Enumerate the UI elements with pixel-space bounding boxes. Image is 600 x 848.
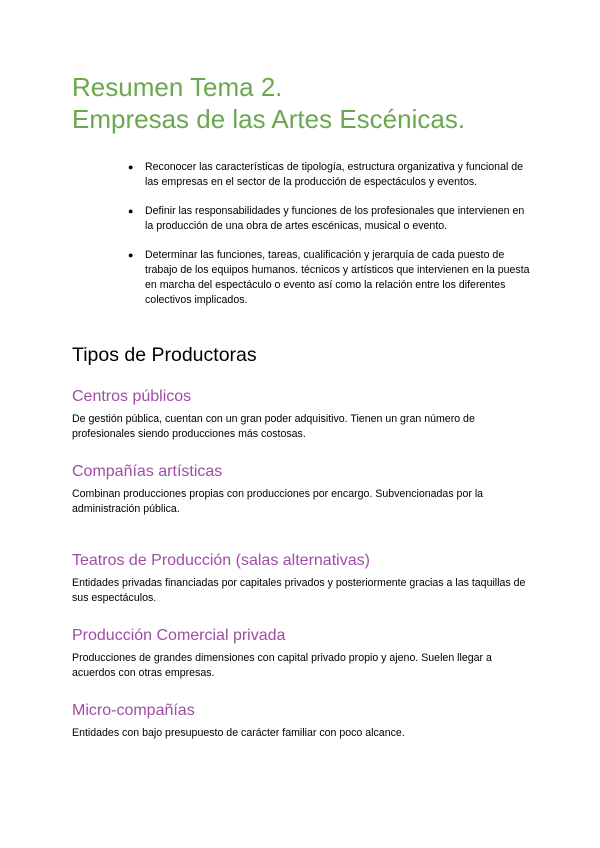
- objective-item: [125, 248, 535, 308]
- title-line-1: Resumen Tema 2.: [72, 72, 283, 102]
- subsection-title: Compañías artísticas: [72, 463, 223, 480]
- section-companias-artisticas: [72, 461, 532, 517]
- subsection-title: Producción Comercial privada: [72, 627, 286, 644]
- bullet-icon: ●: [128, 206, 134, 216]
- objectives-list: [125, 160, 535, 322]
- subsection-title: Centros públicos: [72, 388, 192, 405]
- subsection-text: Entidades privadas financiadas por capitales privados y posteriormente gracias a las taquillas de sus espectáculos.: [72, 577, 526, 604]
- section-heading: Tipos de Productoras: [72, 344, 257, 366]
- section-produccion-comercial: [72, 625, 532, 681]
- subsection-text: Producciones de grandes dimensiones con capital privado propio y ajeno. Suelen llegar a acuerdos con otras empresas.: [72, 652, 492, 679]
- subsection-text: Combinan producciones propias con producciones por encargo. Subvencionadas por la administración pública.: [72, 488, 484, 515]
- subsection-title: Teatros de Producción (salas alternativas): [72, 552, 370, 569]
- document-title: [72, 71, 465, 135]
- objective-item: [125, 204, 535, 234]
- section-centros-publicos: [72, 386, 532, 442]
- objective-text: Definir las responsabilidades y funciones de los profesionales que intervienen en la producción de una obra de artes escénicas, musical o evento.: [145, 205, 525, 232]
- bullet-icon: ●: [128, 250, 134, 260]
- subsection-title: Micro-compañías: [72, 702, 195, 719]
- section-micro-companias: [72, 700, 532, 741]
- objective-text: Reconocer las características de tipología, estructura organizativa y funcional de las empresas en el sector de la producción de espectáculos y eventos.: [145, 161, 524, 188]
- objective-item: [125, 160, 535, 190]
- subsection-text: De gestión pública, cuentan con un gran poder adquisitivo. Tienen un gran número de profesionales siendo producciones más costosas.: [72, 413, 475, 440]
- section-teatros-produccion: [72, 550, 532, 606]
- title-line-2: Empresas de las Artes Escénicas.: [72, 104, 466, 134]
- bullet-icon: ●: [128, 162, 134, 172]
- subsection-text: Entidades con bajo presupuesto de carácter familiar con poco alcance.: [72, 727, 405, 739]
- objective-text: Determinar las funciones, tareas, cualificación y jerarquía de cada puesto de trabajo de los equipos humanos. técnicos y artísticos que intervienen en la puesta en marcha del espectáculo o evento así como la relación entre los diferentes colectivos implicados.: [145, 249, 530, 306]
